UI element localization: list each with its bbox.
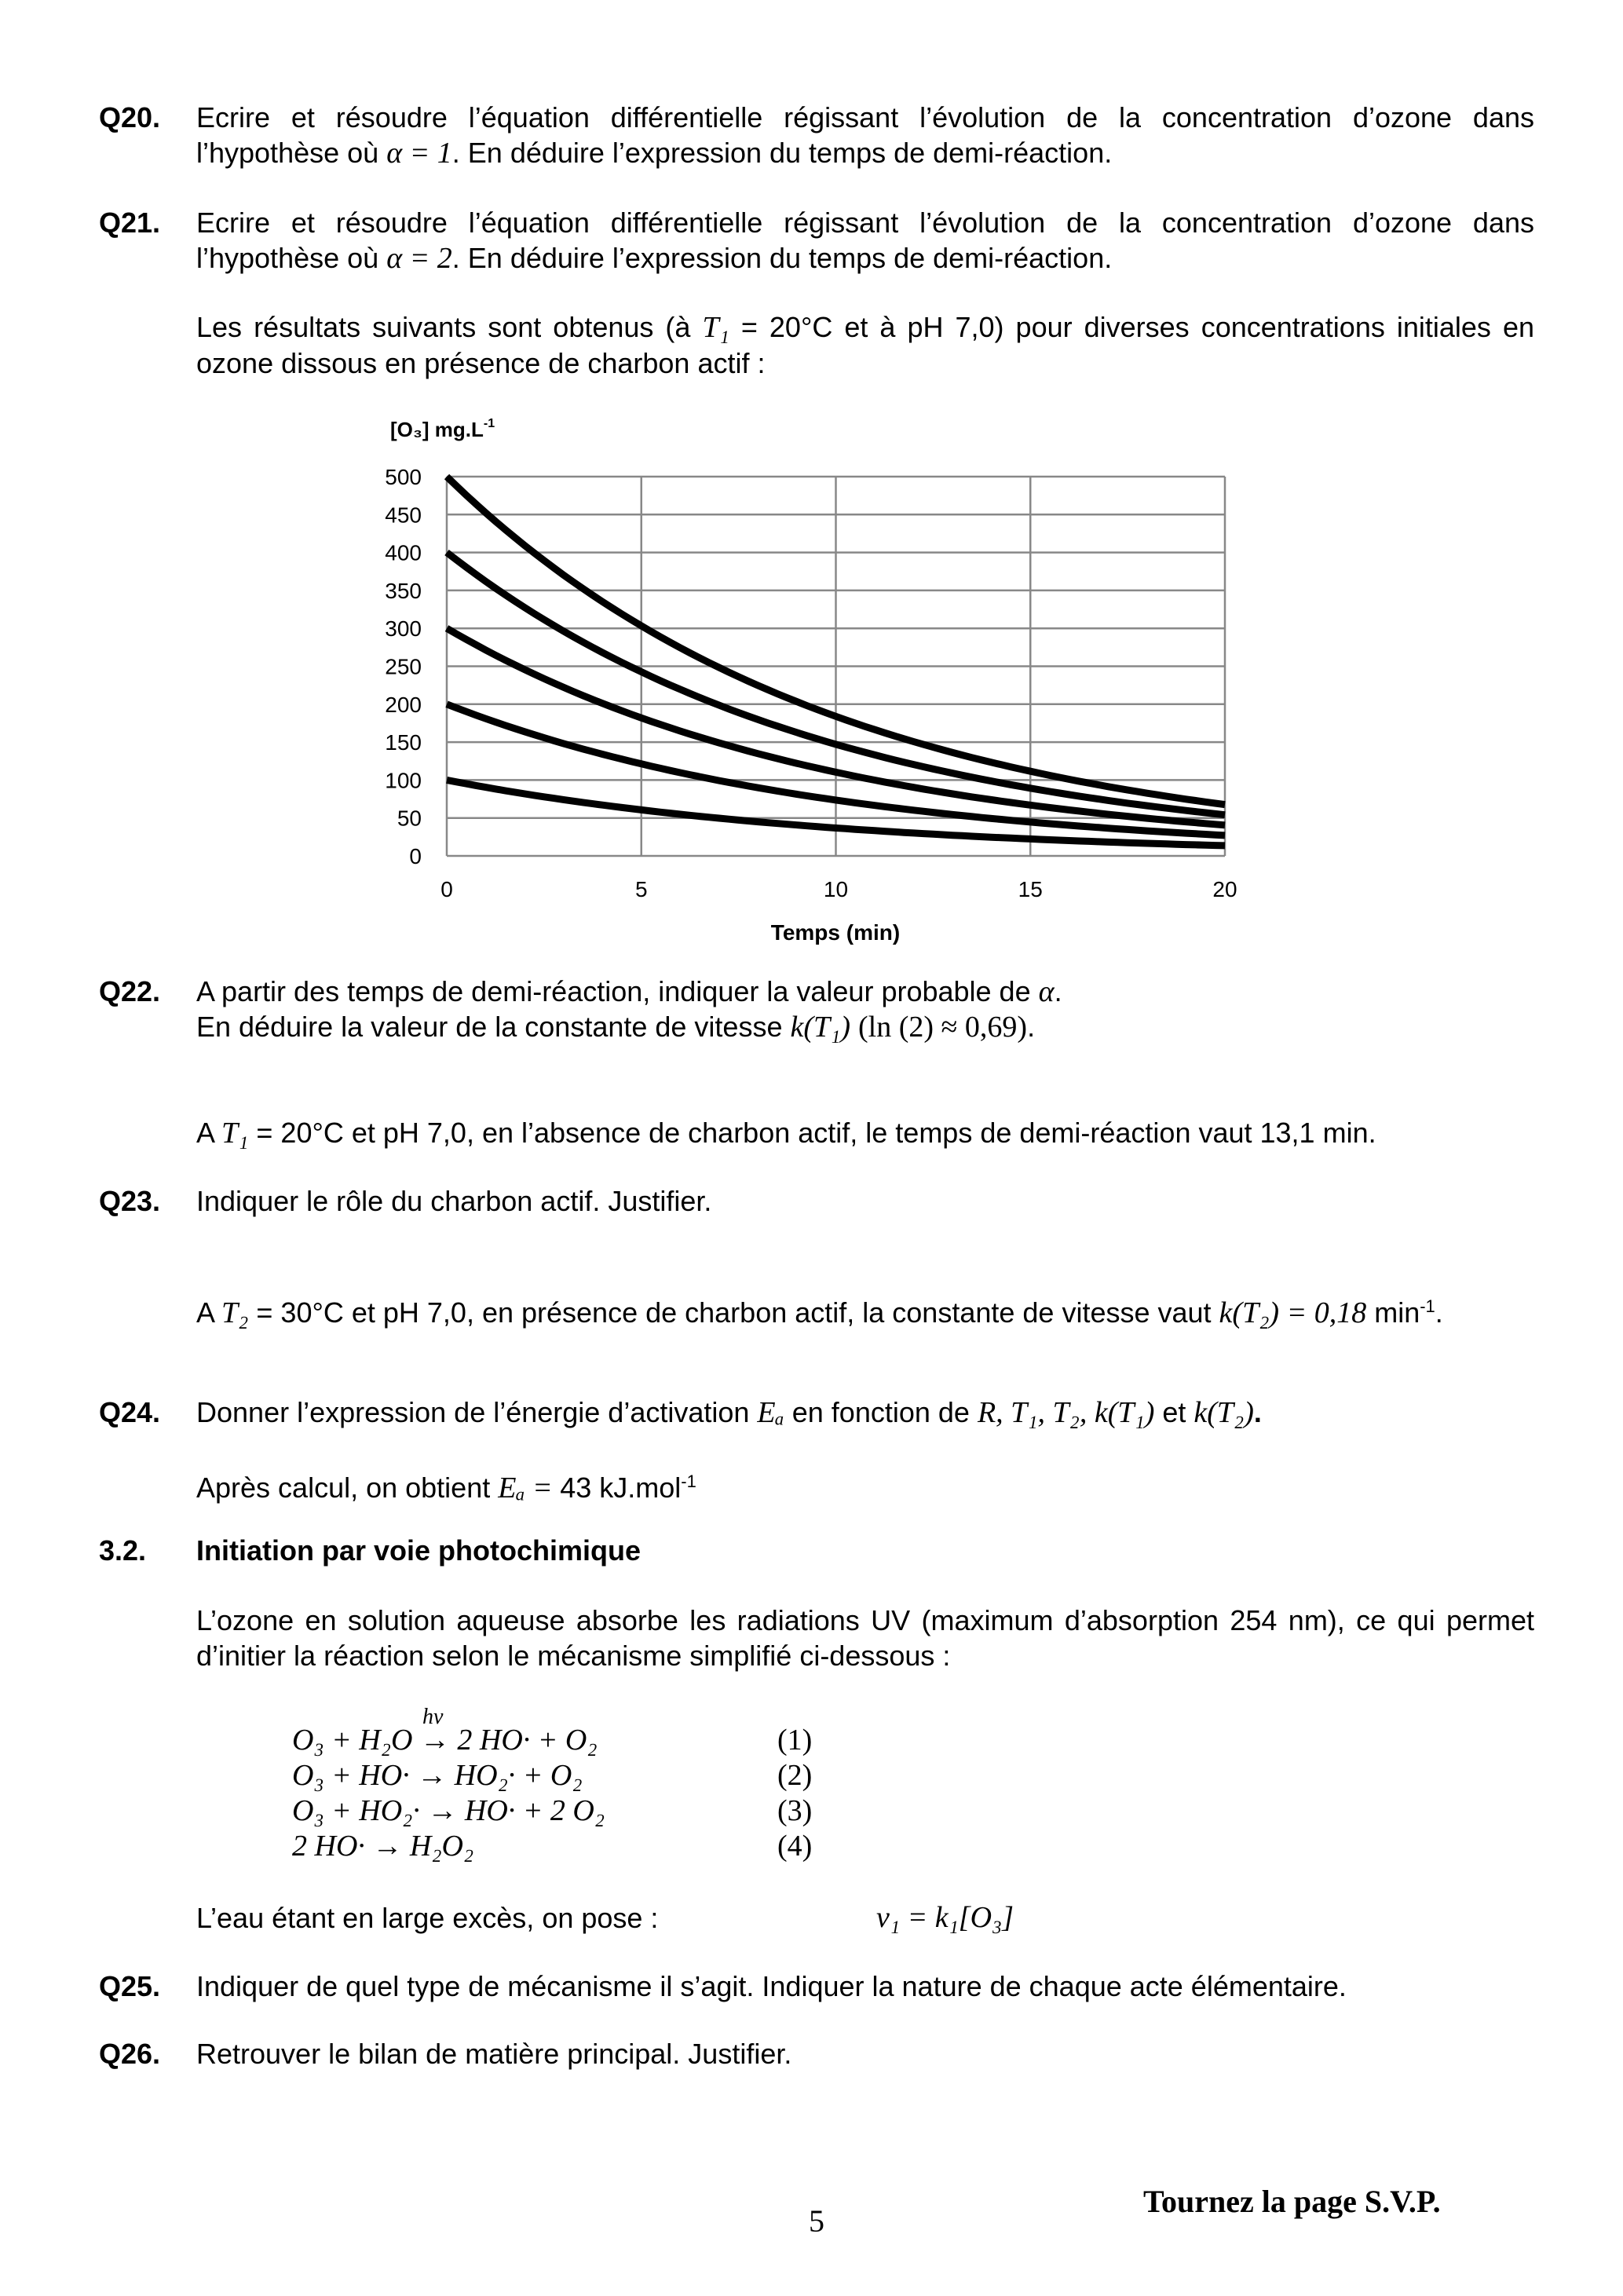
math: k(T₁) (790, 1011, 851, 1044)
math: T₁ (702, 311, 729, 344)
equation-number: (3) (777, 1794, 813, 1827)
text: . (1027, 1011, 1036, 1043)
text: . En déduire l’expression du temps de demi-réaction. (451, 242, 1113, 274)
math: k(T₂) = 0,18 (1219, 1296, 1367, 1329)
water-excess-text: L’eau étant en large excès, on pose : (196, 1902, 659, 1934)
question-label: Q23. (99, 1185, 161, 1217)
text: = 30°C et pH 7,0, en présence de charbon actif, la constante de vitesse vaut (248, 1296, 1219, 1329)
x-tick-label: 15 (1018, 877, 1043, 901)
section-number: 3.2. (99, 1534, 147, 1567)
math: Eₐ = (498, 1472, 561, 1504)
text: et (1154, 1396, 1194, 1428)
mechanism-equation: O₃ + HO₂· → HO· + 2 O₂ (292, 1794, 605, 1827)
ozone-paragraph: L’ozone en solution aqueuse absorbe les radiations UV (maximum d’absorption 254 nm), ce qui permet d’initier la réaction selon le mécanisme simplifié ci-dessous : (196, 1604, 1534, 1672)
ozone-concentration-chart (0, 0, 1623, 966)
text: En déduire la valeur de la constante de vitesse (196, 1011, 791, 1043)
y-tick-label: 50 (397, 806, 422, 831)
question-22-line-1 (196, 974, 1062, 1010)
mechanism-equation: O₃ + HO· → HO₂· + O₂ (292, 1759, 583, 1792)
math: R, T₁, T₂, k(T₁) (977, 1396, 1155, 1429)
math: α = 2 (386, 242, 452, 275)
text: A partir des temps de demi-réaction, indiquer la valeur probable de (196, 975, 1039, 1007)
y-tick-label: 450 (385, 503, 422, 528)
mechanism-equation: O₃ + H₂O → 2 HO· + O₂ (292, 1724, 598, 1757)
mechanism-equation: 2 HO· → H₂O₂ (292, 1830, 474, 1863)
y-tick-label: 250 (385, 654, 422, 679)
question-label: Q24. (99, 1396, 161, 1428)
section-title: Initiation par voie photochimique (196, 1534, 642, 1567)
math: k(T₂) (1193, 1396, 1254, 1429)
y-tick-label: 200 (385, 692, 422, 717)
question-label: Q21. (99, 207, 161, 239)
text: A (196, 1117, 222, 1149)
y-tick-label: 100 (385, 768, 422, 793)
y-tick-label: 300 (385, 616, 422, 642)
text: 43 kJ.mol (560, 1472, 682, 1504)
text: Après calcul, on obtient (196, 1472, 499, 1504)
text: . (1253, 1396, 1262, 1428)
text: . (1435, 1296, 1443, 1329)
question-24-text (196, 1395, 1262, 1431)
math: T₁ (221, 1117, 249, 1150)
math: (ln (2) ≈ 0,69) (858, 1011, 1028, 1044)
question-22-line-2 (196, 1009, 1035, 1045)
equation-number: (2) (777, 1759, 813, 1792)
math: Eₐ (757, 1396, 784, 1429)
math: α = 1 (386, 137, 452, 170)
activation-energy-result (196, 1464, 696, 1506)
question-26-text: Retrouver le bilan de matière principal. Justifier. (196, 2038, 792, 2070)
equation-number: (1) (777, 1724, 813, 1757)
rate-law: v₁ = k₁[O₃] (876, 1901, 1014, 1934)
text: Ecrire et résoudre l’équation différentielle régissant l’évolution de la concentration d’ozone dans l’hypothèse où (196, 101, 1534, 169)
y-tick-label: 350 (385, 578, 422, 603)
text: min (1366, 1296, 1420, 1329)
t2-statement (196, 1289, 1534, 1331)
math: α (1038, 975, 1055, 1008)
y-tick-label: 400 (385, 540, 422, 565)
text: Donner l’expression de l’énergie d’activation (196, 1396, 758, 1428)
question-label: Q20. (99, 101, 161, 133)
equation-number: (4) (777, 1830, 813, 1863)
y-tick-label: 150 (385, 730, 422, 755)
text: = 20°C et pH 7,0, en l’absence de charbon actif, le temps de demi-réaction vaut 13,1 min. (248, 1117, 1376, 1149)
exponent: -1 (1420, 1296, 1435, 1316)
text: A (196, 1296, 222, 1329)
exponent: -1 (681, 1472, 696, 1491)
question-label: Q22. (99, 975, 161, 1007)
x-tick-label: 10 (823, 877, 849, 901)
x-tick-label: 0 (440, 877, 453, 901)
absence-statement (196, 1115, 1376, 1151)
x-axis-title: Temps (min) (770, 920, 901, 945)
y-tick-label: 0 (409, 844, 422, 868)
photon-label: hν (422, 1705, 444, 1729)
question-25-text: Indiquer de quel type de mécanisme il s’agit. Indiquer la nature de chaque acte élémentaire. (196, 1970, 1347, 2002)
math: T₂ (221, 1296, 249, 1329)
text: = 20°C et à pH 7,0) pour diverses concentrations initiales en ozone dissous en présence de charbon actif : (196, 311, 1534, 379)
text: Les résultats suivants sont obtenus (à (196, 311, 703, 343)
question-23-text: Indiquer le rôle du charbon actif. Justifier. (196, 1185, 712, 1217)
page-number: 5 (809, 2203, 824, 2239)
x-tick-label: 20 (1212, 877, 1237, 901)
text: . En déduire l’expression du temps de demi-réaction. (451, 137, 1113, 169)
question-label: Q26. (99, 2038, 161, 2070)
text: en fonction de (784, 1396, 978, 1428)
text: Ecrire et résoudre l’équation différentielle régissant l’évolution de la concentration d’ozone dans l’hypothèse où (196, 207, 1534, 274)
question-label: Q25. (99, 1970, 161, 2002)
x-tick-label: 5 (634, 877, 648, 901)
y-tick-label: 500 (385, 465, 422, 489)
next-page-note: Tournez la page S.V.P. (1143, 2184, 1441, 2219)
text: . (1054, 975, 1062, 1007)
y-axis-title: [O₃] $mg.L^{-1}$ (390, 417, 495, 441)
